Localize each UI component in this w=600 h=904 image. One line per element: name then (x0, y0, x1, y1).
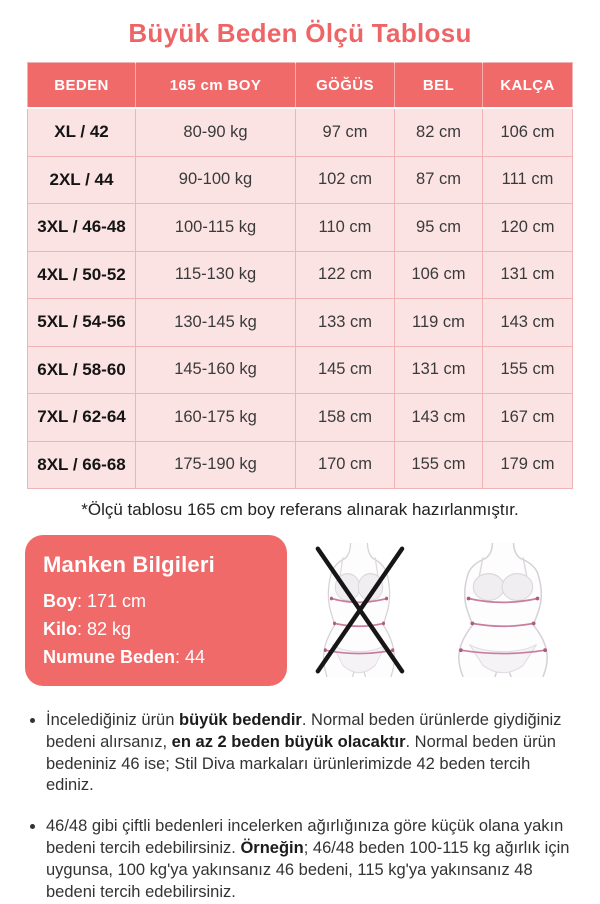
size-cell: 2XL / 44 (28, 156, 136, 204)
model-info-section (25, 535, 575, 686)
measure-cell: 87 cm (395, 156, 483, 204)
measure-cell: 119 cm (395, 299, 483, 347)
size-cell: 6XL / 58-60 (28, 346, 136, 394)
size-cell: 4XL / 50-52 (28, 251, 136, 299)
measure-cell: 97 cm (296, 108, 395, 156)
size-table-body (28, 108, 573, 489)
size-cell: 3XL / 46-48 (28, 204, 136, 252)
measure-cell: 131 cm (483, 251, 573, 299)
measure-cell: 145-160 kg (136, 346, 296, 394)
model-info-title: Manken Bilgileri (43, 552, 215, 577)
measure-cell: 90-100 kg (136, 156, 296, 204)
model-info-line: Boy: 171 cm (43, 591, 147, 611)
table-footnote: *Ölçü tablosu 165 cm boy referans alınarak hazırlanmıştır. (81, 500, 519, 519)
table-row (28, 441, 573, 489)
table-row (28, 299, 573, 347)
measure-cell: 120 cm (483, 204, 573, 252)
sizing-notes (26, 710, 574, 904)
note-item: • İncelediğiniz ürün büyük bedendir. Normal beden ürünlerde giydiğiniz bedeni alırsanız, en az 2 beden büyük olacaktır. Normal beden ürün bedeniniz 46 ise; Stil Diva markaları ürünlerimizde 42 beden tercih ediniz. (46, 710, 574, 798)
size-cell: 8XL / 66-68 (28, 441, 136, 489)
measure-cell: 145 cm (296, 346, 395, 394)
measure-cell: 143 cm (395, 394, 483, 442)
notes-list (26, 710, 574, 904)
measure-cell: 102 cm (296, 156, 395, 204)
measure-cell: 106 cm (483, 108, 573, 156)
page-title: Büyük Beden Ölçü Tablosu (128, 18, 472, 48)
model-info-line: Kilo: 82 kg (43, 618, 132, 639)
size-cell: 7XL / 62-64 (28, 394, 136, 442)
measure-cell: 106 cm (395, 251, 483, 299)
model-info-card (25, 535, 287, 686)
measure-cell: 175-190 kg (136, 441, 296, 489)
measure-cell: 100-115 kg (136, 204, 296, 252)
measure-cell: 95 cm (395, 204, 483, 252)
size-cell: XL / 42 (28, 108, 136, 156)
measure-cell: 155 cm (395, 441, 483, 489)
measure-cell: 130-145 kg (136, 299, 296, 347)
table-row (28, 251, 573, 299)
table-row (28, 346, 573, 394)
column-header: BEDEN (28, 63, 136, 109)
column-header: KALÇA (483, 63, 573, 109)
measure-cell: 170 cm (296, 441, 395, 489)
table-row (28, 394, 573, 442)
measure-cell: 167 cm (483, 394, 573, 442)
size-table-header-row (28, 63, 573, 109)
measure-cell: 158 cm (296, 394, 395, 442)
measured-body-icon (448, 543, 558, 677)
size-cell: 5XL / 54-56 (28, 299, 136, 347)
model-info-lines (43, 588, 269, 672)
measure-cell: 111 cm (483, 156, 573, 204)
measure-cell: 122 cm (296, 251, 395, 299)
fit-figures (287, 535, 575, 686)
measure-cell: 82 cm (395, 108, 483, 156)
measure-cell: 179 cm (483, 441, 573, 489)
measure-cell: 160-175 kg (136, 394, 296, 442)
table-row (28, 204, 573, 252)
crossed-out-body-icon (304, 543, 414, 677)
measure-cell: 110 cm (296, 204, 395, 252)
note-item: • 46/48 gibi çiftli bedenleri incelerken ağırlığınıza göre küçük olana yakın bedeni tercih edebilirsiniz. Örneğin; 46/48 beden 100-115 kg ağırlık için uygunsa, 100 kg'ya yakınsanız 46 bedeni, 115 kg'ya yakınsanız 48 bedeni tercih edebilirsiniz. (46, 816, 574, 904)
column-header: GÖĞÜS (296, 63, 395, 109)
measure-cell: 131 cm (395, 346, 483, 394)
table-row (28, 108, 573, 156)
measure-cell: 133 cm (296, 299, 395, 347)
model-info-line: Numune Beden: 44 (43, 646, 206, 667)
column-header: BEL (395, 63, 483, 109)
size-table-head (28, 63, 573, 109)
measure-cell: 80-90 kg (136, 108, 296, 156)
column-header: 165 cm BOY (136, 63, 296, 109)
size-table (27, 62, 573, 489)
measure-cell: 115-130 kg (136, 251, 296, 299)
table-row (28, 156, 573, 204)
measure-cell: 143 cm (483, 299, 573, 347)
measure-cell: 155 cm (483, 346, 573, 394)
